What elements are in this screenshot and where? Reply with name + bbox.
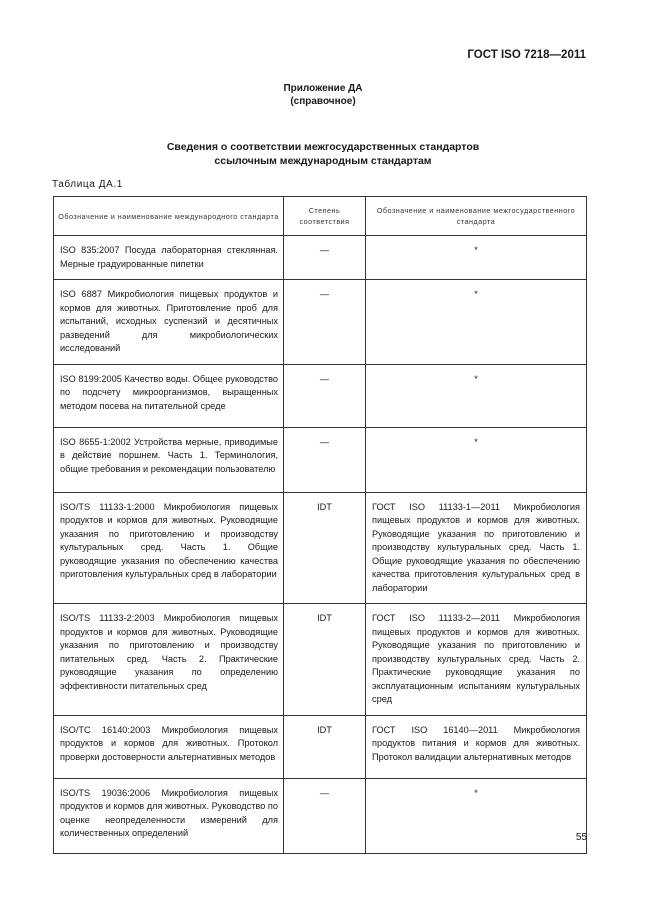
section-heading-line-1: Сведения о соответствии межгосударственных стандартов	[166, 141, 480, 153]
cell-national: ГОСТ ISO 16140—2011 Микробиология продуктов питания и кормов для животных. Протокол валидации альтернативных методов	[366, 715, 587, 778]
table-row	[54, 364, 587, 427]
table-row	[54, 280, 587, 365]
section-heading-line-2: ссылочным международным стандартам	[214, 155, 432, 167]
table-row	[54, 427, 587, 492]
cell-national: *	[366, 236, 587, 280]
page-number: 55	[575, 832, 587, 843]
cell-degree: —	[284, 778, 366, 853]
cell-degree: —	[284, 280, 366, 365]
cell-international: ISO/TS 11133-1:2000 Микробиология пищевых продуктов и кормов для животных. Руководящие указания по приготовлению и производству культуральных сред. Часть 1. Общие руководящие указания по обеспечению качества приготовления культуральных сред в лаборатории	[54, 492, 284, 604]
table-row	[54, 715, 587, 778]
cell-national: *	[366, 427, 587, 492]
cell-international: ISO/TC 16140:2003 Микробиология пищевых продуктов и кормов для животных. Протокол проверки достоверности альтернативных методов	[54, 715, 284, 778]
table-header-row	[54, 197, 587, 236]
cell-international: ISO/TS 19036:2006 Микробиология пищевых продуктов и кормов для животных. Руководство по оценке неопределенности измерений для количественных определений	[54, 778, 284, 853]
cell-international: ISO 8655-1:2002 Устройства мерные, приводимые в действие поршнем. Часть 1. Терминология, общие требования и рекомендации пользователю	[54, 427, 284, 492]
cell-degree: —	[284, 364, 366, 427]
annex-title-block	[0, 82, 646, 108]
cell-degree: IDT	[284, 604, 366, 716]
annex-title: Приложение ДА	[283, 83, 363, 94]
cell-degree: —	[284, 236, 366, 280]
annex-subtitle: (справочное)	[290, 96, 356, 107]
cell-degree: IDT	[284, 492, 366, 604]
cell-national: ГОСТ ISO 11133-1—2011 Микробиология пищевых продуктов и кормов для животных. Руководящие указания по приготовлению и производству культуральных сред. Часть 1. Общие руководящие указания по обеспечению качества приготовления культуральных сред в лаборатории	[366, 492, 587, 604]
table-row	[54, 604, 587, 716]
cell-national: *	[366, 778, 587, 853]
cell-degree: IDT	[284, 715, 366, 778]
column-header-international: Обозначение и наименование международного стандарта	[54, 197, 284, 236]
section-heading	[0, 140, 646, 168]
correspondence-table	[53, 196, 587, 854]
cell-international: ISO 835:2007 Посуда лабораторная стеклянная. Мерные градуированные пипетки	[54, 236, 284, 280]
column-header-degree: Степень соответствия	[284, 197, 366, 236]
cell-national: *	[366, 280, 587, 365]
cell-degree: —	[284, 427, 366, 492]
cell-national: *	[366, 364, 587, 427]
table-row	[54, 778, 587, 853]
column-header-national: Обозначение и наименование межгосударственного стандарта	[366, 197, 587, 236]
cell-international: ISO 6887 Микробиология пищевых продуктов и кормов для животных. Приготовление проб для испытаний, исходных суспензий и десятичных разведений для микробиологических исследований	[54, 280, 284, 365]
cell-international: ISO/TS 11133-2:2003 Микробиология пищевых продуктов и кормов для животных. Руководящие указания по приготовлению и производству питательных сред. Часть 2. Практические руководящие указания по определению эффективности питательных сред	[54, 604, 284, 716]
cell-international: ISO 8199:2005 Качество воды. Общее руководство по подсчету микроорганизмов, выращенных методом посева на питательной среде	[54, 364, 284, 427]
table-row	[54, 236, 587, 280]
document-id: ГОСТ ISO 7218—2011	[467, 49, 586, 61]
table-caption: Таблица ДА.1	[52, 179, 123, 190]
cell-national: ГОСТ ISO 11133-2—2011 Микробиология пищевых продуктов и кормов для животных. Руководящие указания по приготовлению и производству культуральных сред. Часть 2. Практические руководящие указания по эксплуатационным испытаниям культуральных сред	[366, 604, 587, 716]
table-row	[54, 492, 587, 604]
